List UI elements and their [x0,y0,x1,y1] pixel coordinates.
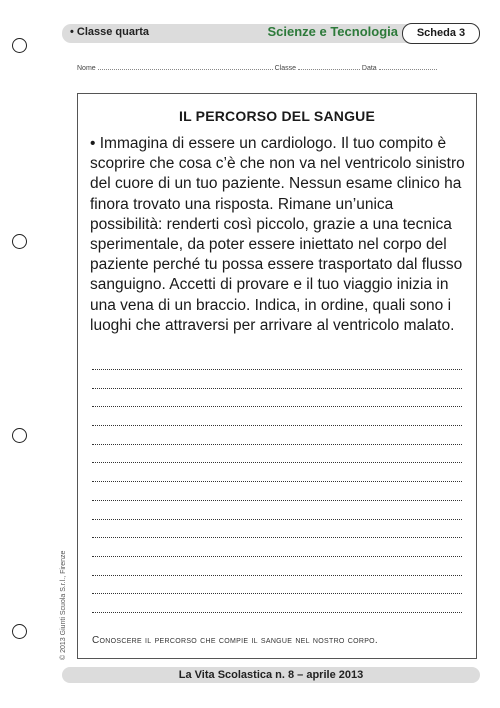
answer-line[interactable] [92,356,462,370]
footer-text: La Vita Scolastica n. 8 – aprile 2013 [178,669,364,681]
answer-line[interactable] [92,562,462,576]
answer-line[interactable] [92,412,462,426]
subject-title: Scienze e Tecnologia [267,24,398,39]
name-field[interactable] [98,63,273,70]
learning-objective: Conoscere il percorso che compie il sangue nel nostro corpo. [92,635,378,646]
worksheet-title: IL PERCORSO DEL SANGUE [178,108,376,124]
class-field-label: Classe [274,65,296,72]
copyright-note: © 2013 Giunti Scuola S.r.l., Firenze [60,550,67,660]
answer-line[interactable] [92,599,462,613]
footer-bar [62,667,480,683]
answer-line[interactable] [92,524,462,538]
header-bar [62,24,480,43]
answer-line[interactable] [92,449,462,463]
student-info-row [77,63,467,72]
answer-line[interactable] [92,393,462,407]
answer-line[interactable] [92,580,462,594]
class-field[interactable] [298,63,360,70]
class-label: • Classe quarta [70,26,150,38]
answer-lines[interactable] [92,356,462,618]
binder-hole [12,38,27,53]
answer-line[interactable] [92,487,462,501]
answer-line[interactable] [92,431,462,445]
answer-line[interactable] [92,543,462,557]
answer-line[interactable] [92,375,462,389]
binder-hole [12,234,27,249]
exercise-text: • Immagina di essere un cardiologo. Il tuo compito è scoprire che cosa c’è che non va nel ventricolo sinistro del cuore di un tuo paziente. Nessun esame clinico ha finora trovato una risposta. Rimane un’unica possibilità: renderti così piccolo, grazie a una tecnica sperimentale, da poter essere iniettato nel corpo del paziente perché tu possa essere trasportato dal flusso sanguigno. Accetti di provare e il tuo viaggio inizia in una vena di un braccio. Indica, in ordine, quali sono i luoghi che attraversi per arrivare al ventricolo malato. [90,135,465,334]
answer-line[interactable] [92,506,462,520]
name-label: Nome [77,65,96,72]
binder-hole [12,624,27,639]
date-field[interactable] [379,63,437,70]
worksheet-panel [77,93,477,659]
answer-line[interactable] [92,468,462,482]
binder-hole [12,428,27,443]
sheet-badge: Scheda 3 [402,23,480,44]
date-label: Data [361,65,377,72]
